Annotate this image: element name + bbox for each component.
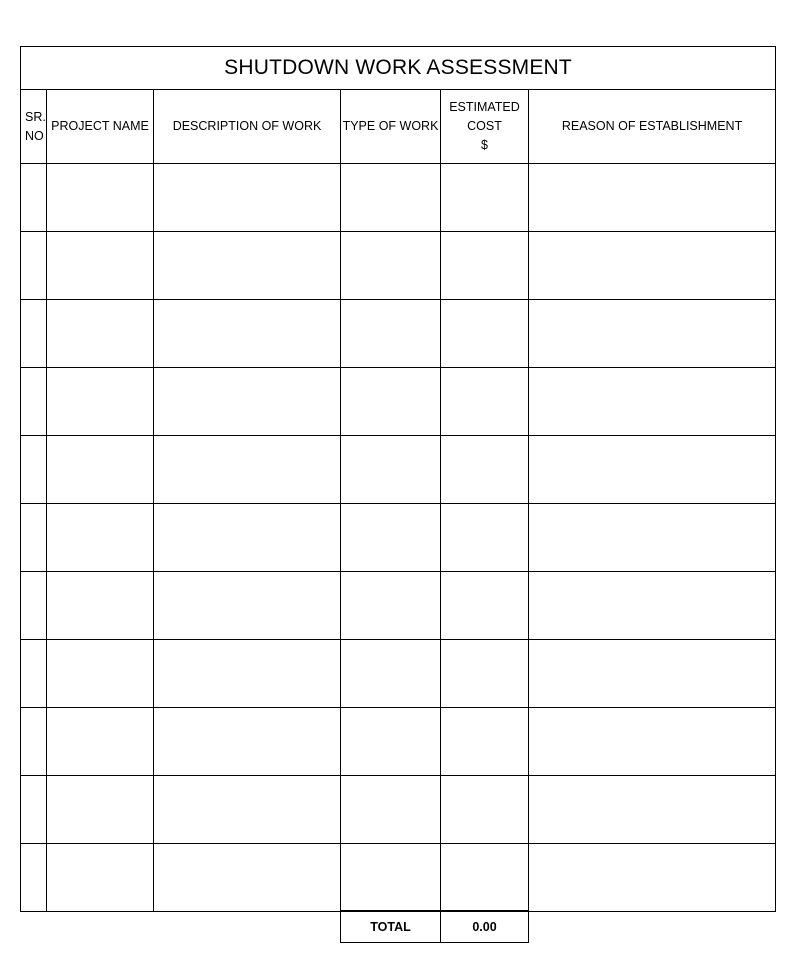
- assessment-form: [20, 46, 775, 912]
- table-row: [21, 164, 776, 232]
- cell-reason[interactable]: [529, 232, 776, 300]
- cell-reason[interactable]: [529, 572, 776, 640]
- table-row: [21, 368, 776, 436]
- cell-reason[interactable]: [529, 300, 776, 368]
- table-row: [21, 640, 776, 708]
- cell-project-name[interactable]: [47, 640, 154, 708]
- table-row: [21, 708, 776, 776]
- cell-sr-no[interactable]: [21, 776, 47, 844]
- cell-type-of-work[interactable]: [341, 640, 441, 708]
- cell-estimated-cost[interactable]: [441, 504, 529, 572]
- cell-estimated-cost[interactable]: [441, 436, 529, 504]
- cell-type-of-work[interactable]: [341, 776, 441, 844]
- cell-description[interactable]: [154, 640, 341, 708]
- cell-description[interactable]: [154, 844, 341, 912]
- table-row: [21, 232, 776, 300]
- cell-type-of-work[interactable]: [341, 232, 441, 300]
- cell-sr-no[interactable]: [21, 640, 47, 708]
- cell-reason[interactable]: [529, 708, 776, 776]
- cell-sr-no[interactable]: [21, 504, 47, 572]
- cell-sr-no[interactable]: [21, 436, 47, 504]
- cell-description[interactable]: [154, 776, 341, 844]
- cell-estimated-cost[interactable]: [441, 640, 529, 708]
- table-row: [21, 436, 776, 504]
- cell-type-of-work[interactable]: [341, 504, 441, 572]
- cell-type-of-work[interactable]: [341, 368, 441, 436]
- cell-project-name[interactable]: [47, 368, 154, 436]
- form-title: SHUTDOWN WORK ASSESSMENT: [21, 47, 776, 90]
- col-header-estimated-cost: [441, 90, 529, 164]
- cell-project-name[interactable]: [47, 776, 154, 844]
- cell-reason[interactable]: [529, 368, 776, 436]
- cell-description[interactable]: [154, 436, 341, 504]
- table-row: [21, 776, 776, 844]
- total-block: [340, 910, 529, 943]
- cell-reason[interactable]: [529, 504, 776, 572]
- cell-description[interactable]: [154, 368, 341, 436]
- table-row: [21, 844, 776, 912]
- cell-type-of-work[interactable]: [341, 708, 441, 776]
- estimated-cost-label-line1: ESTIMATED: [449, 100, 520, 114]
- cell-sr-no[interactable]: [21, 300, 47, 368]
- cell-project-name[interactable]: [47, 504, 154, 572]
- sr-no-label-line1: SR.: [25, 109, 46, 124]
- cell-description[interactable]: [154, 504, 341, 572]
- col-header-description: DESCRIPTION OF WORK: [154, 90, 341, 164]
- table-row: [21, 504, 776, 572]
- col-header-type-of-work: TYPE OF WORK: [341, 90, 441, 164]
- table-row: [21, 300, 776, 368]
- cell-reason[interactable]: [529, 436, 776, 504]
- sr-no-label-line2: NO: [25, 128, 44, 143]
- table-row: [21, 572, 776, 640]
- cell-description[interactable]: [154, 300, 341, 368]
- cell-type-of-work[interactable]: [341, 844, 441, 912]
- cell-project-name[interactable]: [47, 572, 154, 640]
- cell-project-name[interactable]: [47, 708, 154, 776]
- cell-estimated-cost[interactable]: [441, 844, 529, 912]
- cell-type-of-work[interactable]: [341, 300, 441, 368]
- total-table: [340, 910, 529, 943]
- cell-description[interactable]: [154, 708, 341, 776]
- cell-sr-no[interactable]: [21, 368, 47, 436]
- cell-reason[interactable]: [529, 844, 776, 912]
- cell-reason[interactable]: [529, 640, 776, 708]
- col-header-reason: REASON OF ESTABLISHMENT: [529, 90, 776, 164]
- cell-estimated-cost[interactable]: [441, 164, 529, 232]
- cell-type-of-work[interactable]: [341, 572, 441, 640]
- cell-sr-no[interactable]: [21, 572, 47, 640]
- cell-estimated-cost[interactable]: [441, 232, 529, 300]
- total-label: TOTAL: [341, 911, 441, 943]
- cell-estimated-cost[interactable]: [441, 572, 529, 640]
- cell-sr-no[interactable]: [21, 708, 47, 776]
- cell-project-name[interactable]: [47, 232, 154, 300]
- cell-estimated-cost[interactable]: [441, 708, 529, 776]
- cell-sr-no[interactable]: [21, 164, 47, 232]
- header-row: [21, 90, 776, 164]
- cell-description[interactable]: [154, 572, 341, 640]
- col-header-sr-no: [21, 90, 47, 164]
- cell-project-name[interactable]: [47, 164, 154, 232]
- col-header-project-name: PROJECT NAME: [47, 90, 154, 164]
- total-value[interactable]: 0.00: [441, 911, 529, 943]
- cell-project-name[interactable]: [47, 300, 154, 368]
- cell-estimated-cost[interactable]: [441, 776, 529, 844]
- cell-estimated-cost[interactable]: [441, 300, 529, 368]
- cell-estimated-cost[interactable]: [441, 368, 529, 436]
- cell-description[interactable]: [154, 232, 341, 300]
- cell-reason[interactable]: [529, 164, 776, 232]
- cell-project-name[interactable]: [47, 844, 154, 912]
- assessment-table: [20, 46, 776, 912]
- cell-project-name[interactable]: [47, 436, 154, 504]
- cell-reason[interactable]: [529, 776, 776, 844]
- cell-sr-no[interactable]: [21, 844, 47, 912]
- cell-type-of-work[interactable]: [341, 164, 441, 232]
- estimated-cost-label-line2: COST: [467, 119, 502, 133]
- cell-description[interactable]: [154, 164, 341, 232]
- estimated-cost-currency: $: [481, 138, 488, 152]
- cell-type-of-work[interactable]: [341, 436, 441, 504]
- cell-sr-no[interactable]: [21, 232, 47, 300]
- table-body: [21, 164, 776, 912]
